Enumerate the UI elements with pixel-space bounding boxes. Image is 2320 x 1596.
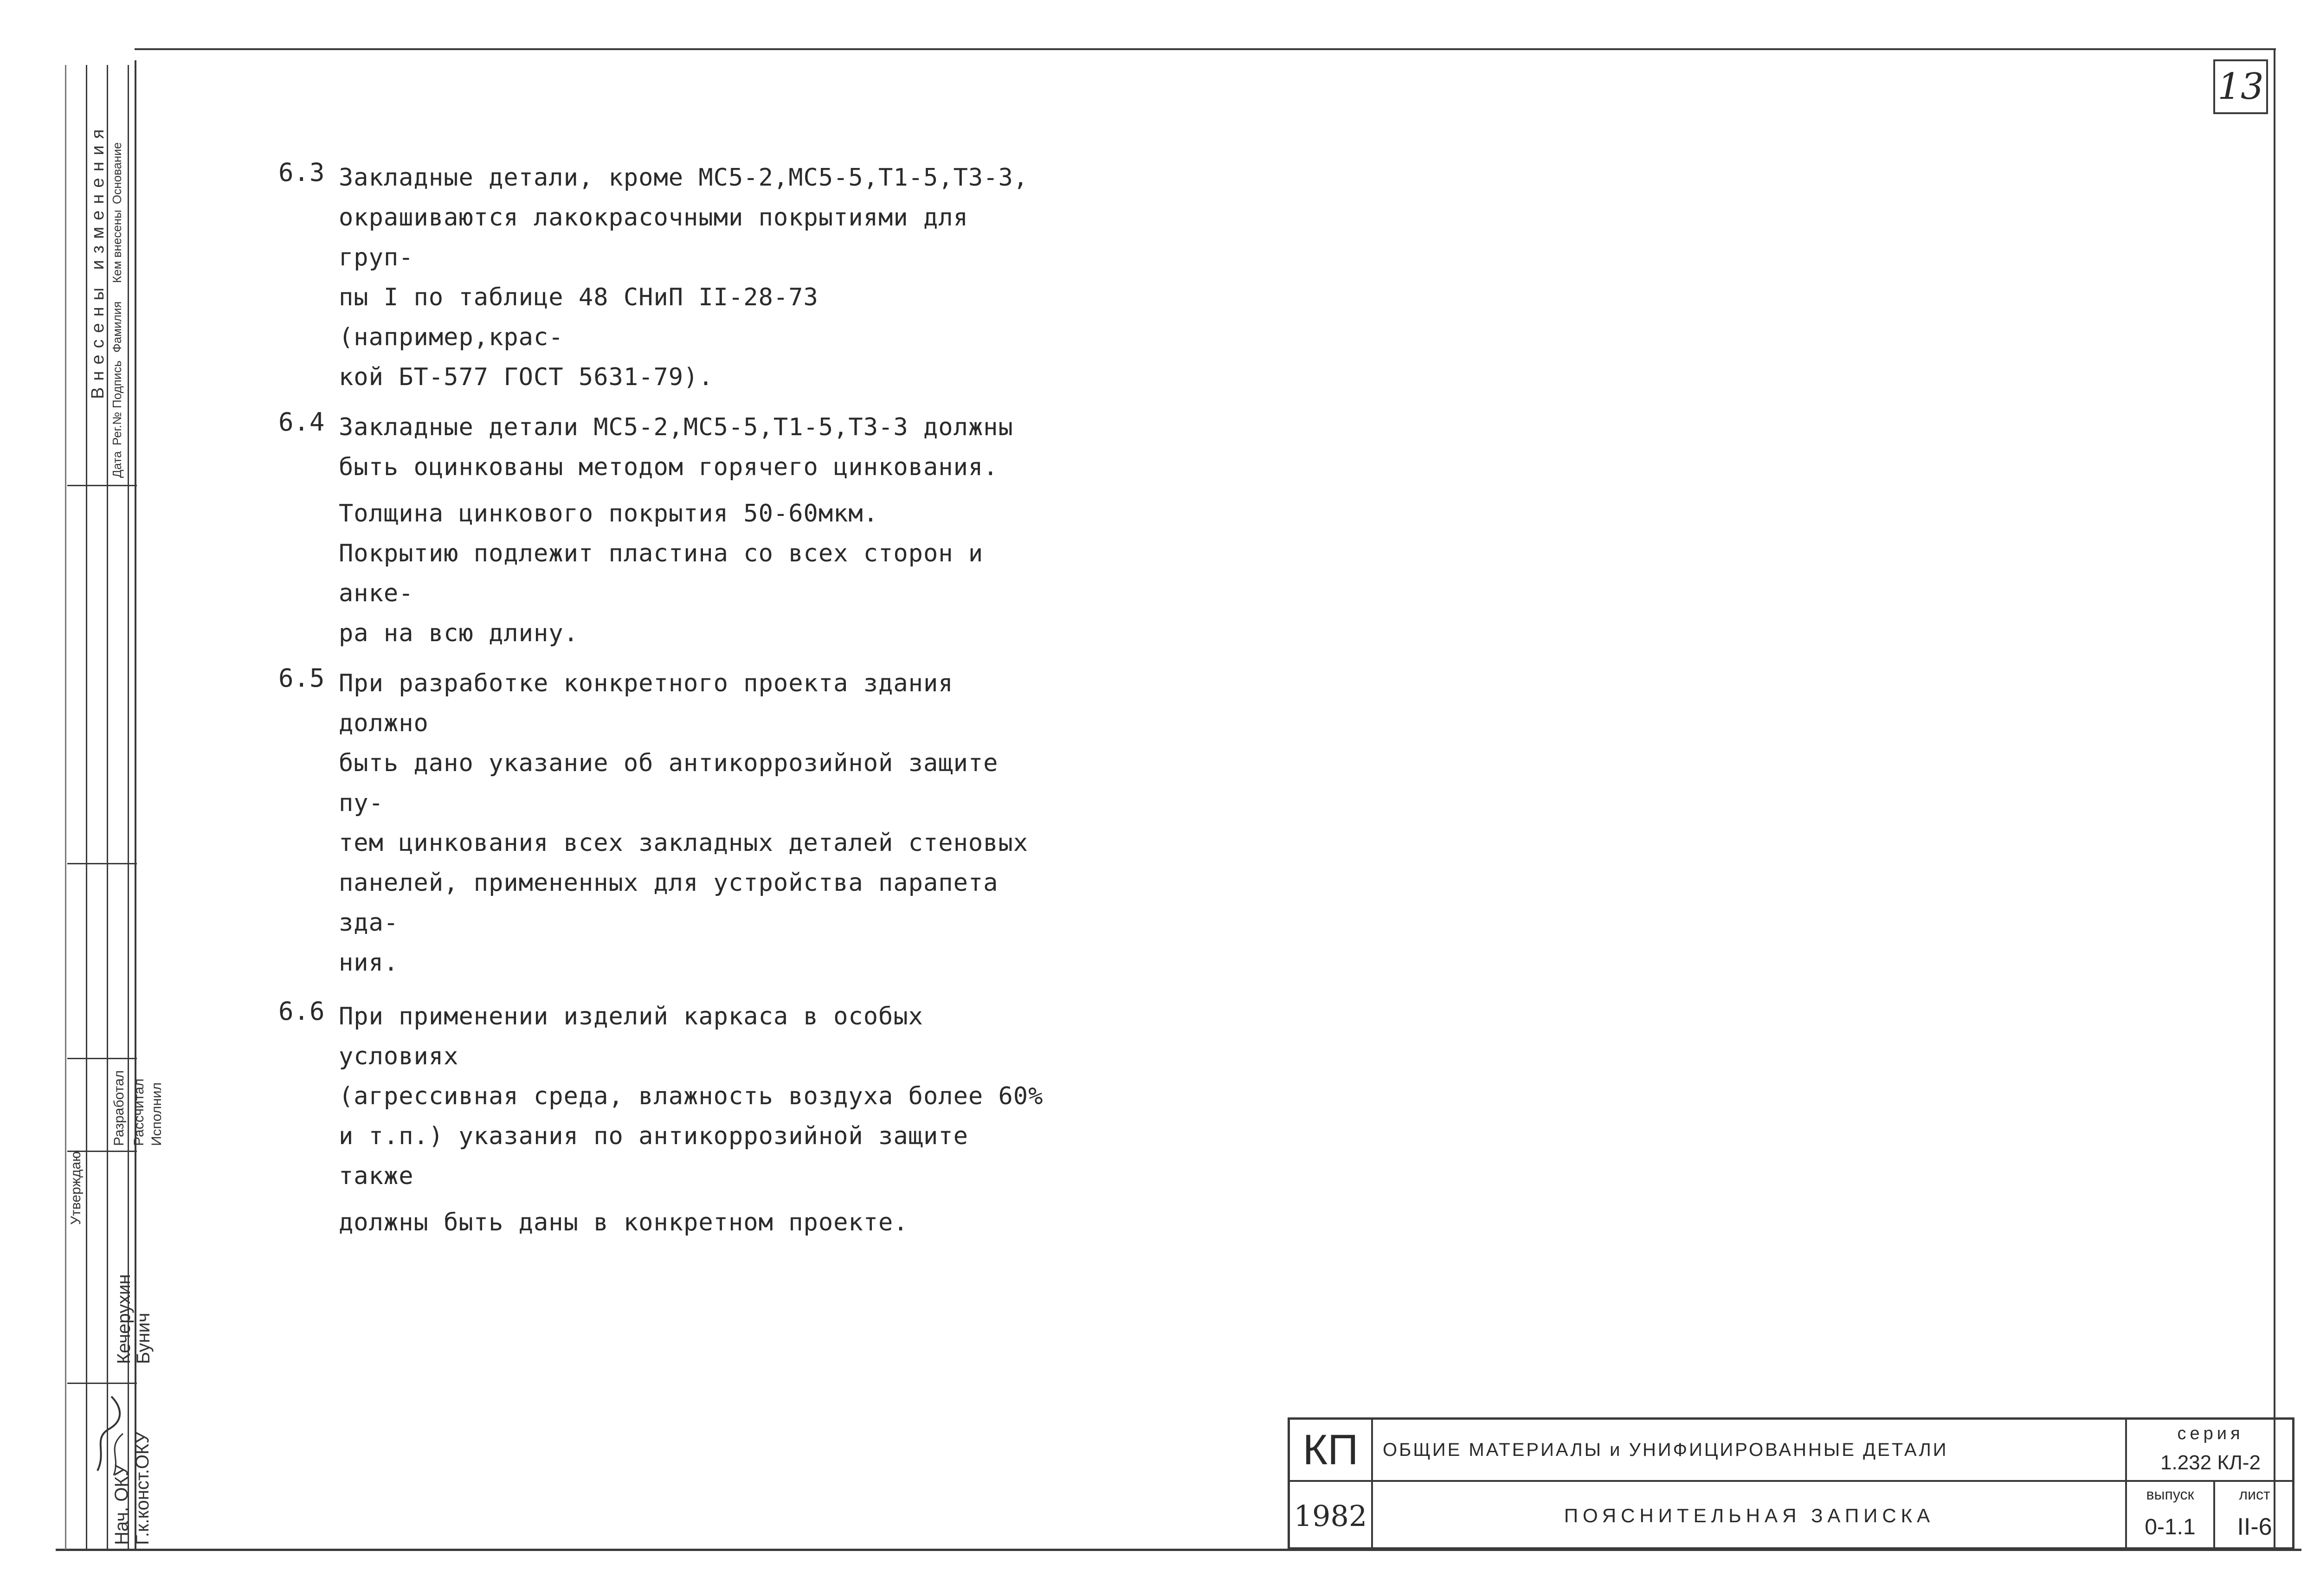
stamp-divider: [67, 1058, 137, 1059]
stamp-action-calculated: Рассчитал: [131, 1078, 147, 1146]
stamp-divider: [86, 65, 87, 1550]
title-block: [1288, 1417, 2294, 1550]
stamp-name-bunich: Бунич: [133, 1313, 154, 1364]
note-line: кой БТ-577 ГОСТ 5631-79).: [339, 363, 714, 391]
note-line: панелей, примененных для устройства парапета зда-: [339, 869, 999, 937]
frame-top-line: [135, 48, 2276, 50]
note-line: ра на всю длину.: [339, 619, 579, 647]
note-6-5: [278, 663, 1058, 983]
stamp-column-reg: Рег.№: [110, 412, 124, 445]
note-line: Закладные детали МС5-2,МС5-5,Т1-5,Т3-3 должны: [339, 413, 1013, 441]
left-edge-line: [65, 65, 66, 1550]
series-label: серия: [2177, 1423, 2244, 1443]
note-line: При применении изделий каркаса в особых условиях: [339, 1003, 923, 1070]
series-value: 1.232 КЛ-2: [2160, 1451, 2261, 1474]
signature-image: [88, 1387, 130, 1480]
note-line: и т.п.) указания по антикоррозийной защите также: [339, 1122, 968, 1190]
stamp-action-executed: Исполнил: [149, 1082, 164, 1146]
note-text: [339, 997, 1058, 1242]
issue-value: 0-1.1: [2145, 1514, 2196, 1539]
note-line: ния.: [339, 949, 399, 977]
stamp-action-developed: Разработал: [111, 1070, 127, 1146]
document-title: ОБЩИЕ МАТЕРИАЛЫ и УНИФИЦИРОВАННЫЕ ДЕТАЛИ: [1383, 1439, 1948, 1460]
note-line: должны быть даны в конкретном проекте.: [339, 1209, 909, 1236]
stamp-name-kecherukhin: Кечерухин: [114, 1274, 134, 1364]
frame-right-line: [2274, 48, 2275, 1550]
stamp-divider: [67, 485, 137, 486]
issue-label: выпуск: [2146, 1486, 2194, 1503]
stamp-approve-label: Утверждаю: [68, 1151, 84, 1225]
note-line: Толщина цинкового покрытия 50-60мкм.: [339, 500, 879, 528]
stamp-column-sign: Подпись: [110, 360, 124, 408]
note-6-3: [278, 158, 1058, 397]
note-line: Закладные детали, кроме МС5-2,МС5-5,Т1-5,Т3-3,: [339, 164, 1029, 192]
note-text: [339, 663, 1058, 983]
stamp-column-dates: Дата: [110, 451, 124, 478]
stamp-column-author: Кем внесены: [110, 210, 124, 283]
note-line: При разработке конкретного проекта здания должно: [339, 669, 954, 737]
note-number: 6.3: [278, 158, 325, 187]
page-number-box: 13: [2213, 59, 2268, 114]
title-block-divider: [1371, 1420, 1373, 1550]
stamp-column-basis: Основание: [110, 142, 124, 204]
note-6-6: [278, 997, 1058, 1242]
note-text: [339, 407, 1058, 653]
stamp-position-chief: Г.к.конст.ОКУ: [132, 1431, 153, 1545]
note-6-4: [278, 407, 1058, 653]
note-line: окрашиваются лакокрасочными покрытиями для груп-: [339, 204, 968, 271]
note-number: 6.6: [278, 997, 325, 1026]
year: 1982: [1294, 1499, 1367, 1533]
stamp-column-surname: Фамилия: [110, 301, 124, 353]
note-line: быть оцинкованы методом горячего цинкования.: [339, 453, 999, 481]
note-line: тем цинкования всех закладных деталей стеновых: [339, 829, 1029, 857]
note-line: быть дано указание об антикоррозийной защите пу-: [339, 749, 999, 817]
note-line: Покрытию подлежит пластина со всех сторон и анке-: [339, 540, 984, 607]
note-line: пы I по таблице 48 СНиП II-28-73 (например,крас-: [339, 283, 818, 351]
sheet-value: II-6: [2237, 1513, 2272, 1540]
stamp-position-head: Нач. ОКУ: [111, 1464, 132, 1545]
stamp-header-label: Внесены изменения: [88, 122, 108, 399]
sheet-label: лист: [2239, 1486, 2270, 1503]
note-number: 6.4: [278, 407, 325, 437]
stamp-divider: [67, 863, 137, 864]
document-subtitle: ПОЯСНИТЕЛЬНАЯ ЗАПИСКА: [1564, 1505, 1935, 1526]
org-code: КП: [1302, 1426, 1359, 1474]
note-line: (агрессивная среда, влажность воздуха более 60%: [339, 1082, 1044, 1110]
stamp-divider: [67, 1383, 137, 1384]
explanatory-notes: [278, 158, 1058, 1253]
left-side-stamp: [67, 65, 164, 1550]
note-text: [339, 158, 1058, 397]
note-number: 6.5: [278, 663, 325, 693]
